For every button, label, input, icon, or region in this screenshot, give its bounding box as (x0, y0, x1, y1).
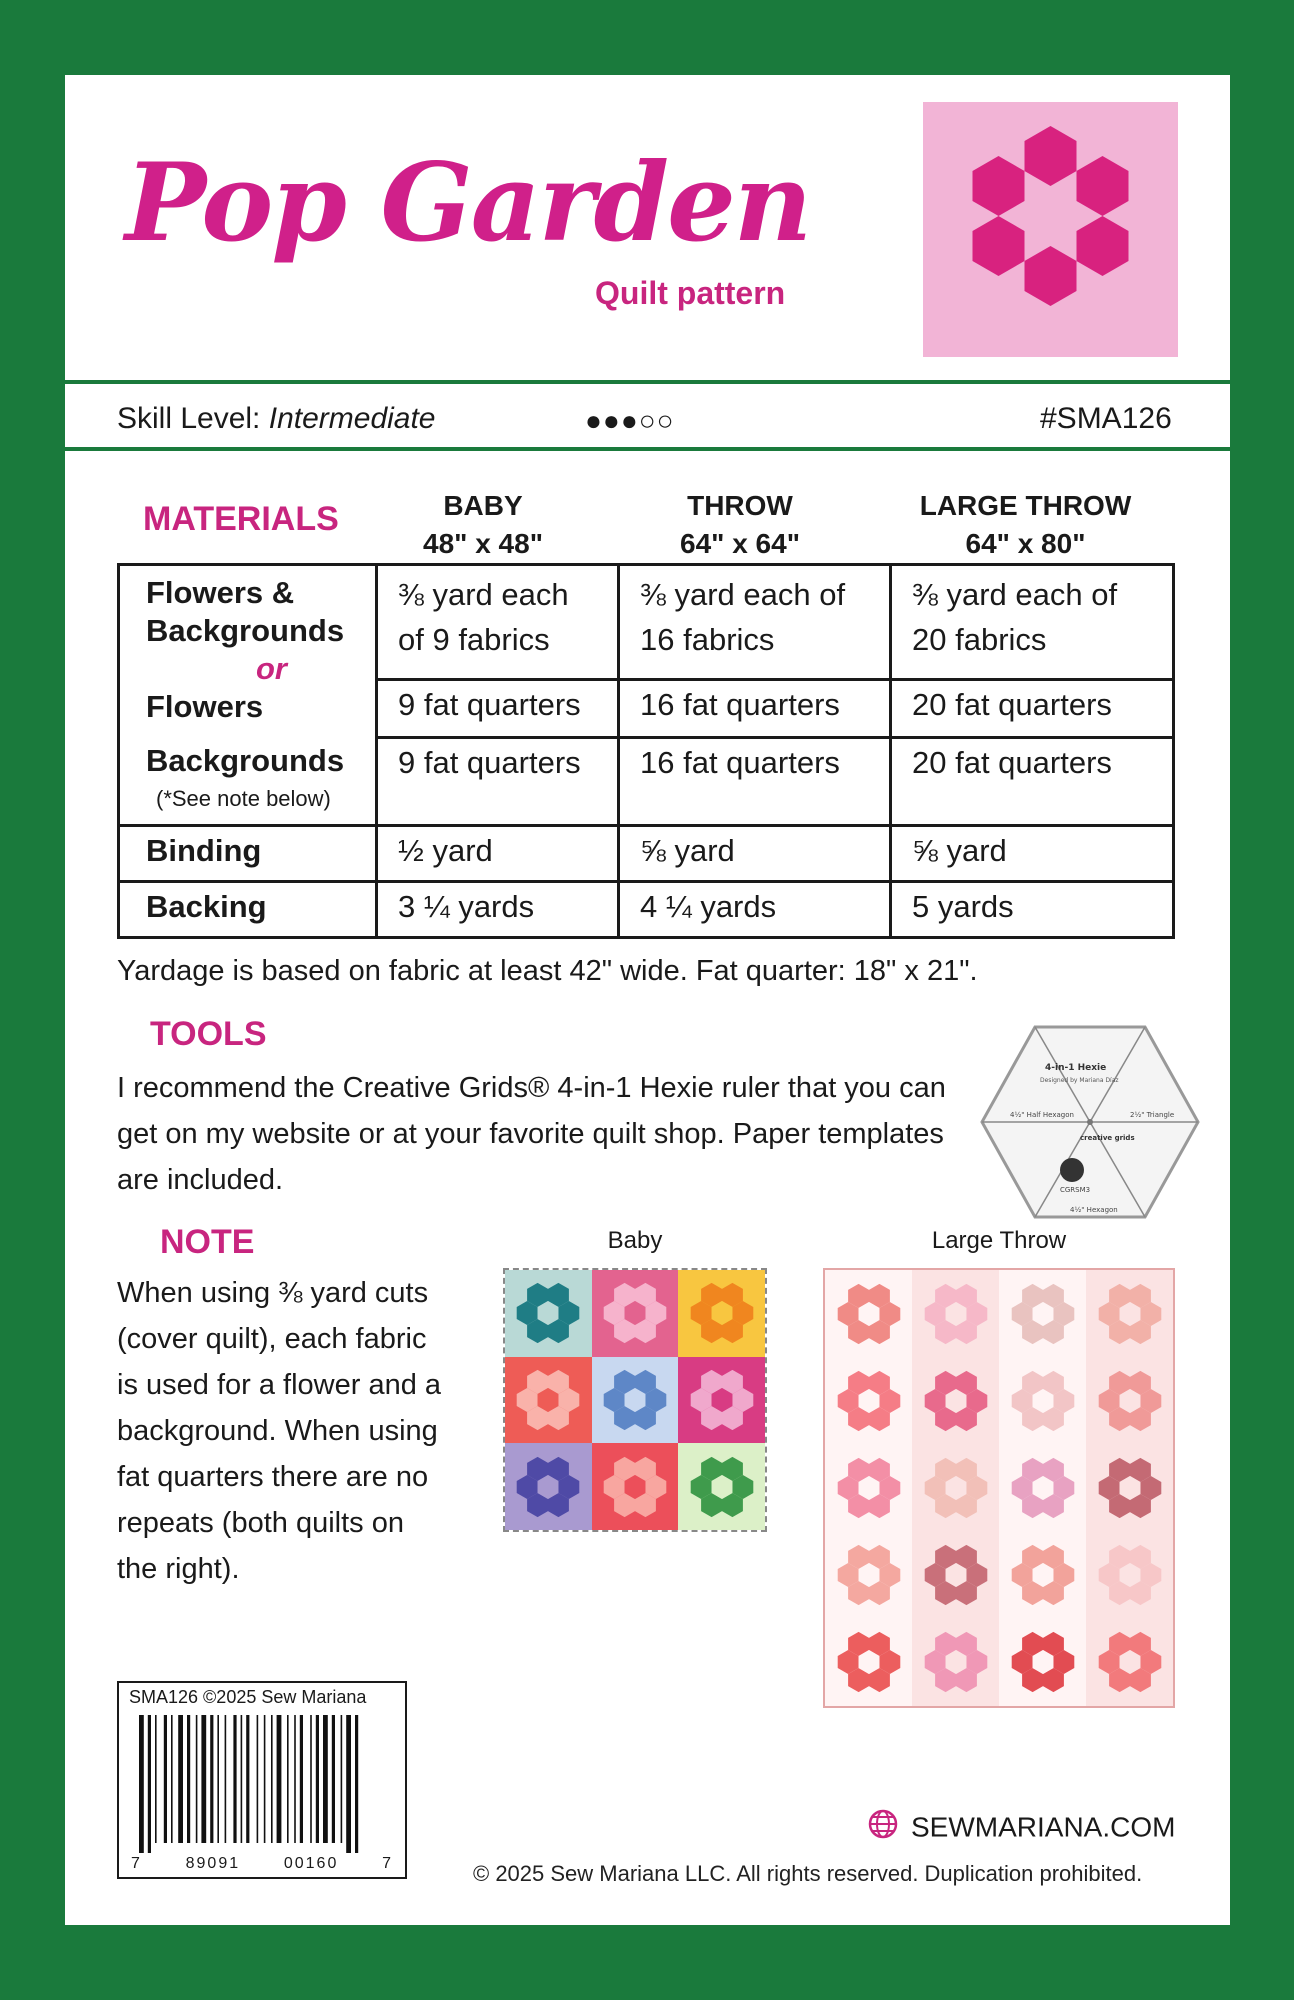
quilt-block (505, 1443, 592, 1530)
table-cell: 16 fat quarters (619, 680, 891, 738)
hexie-flower-icon (505, 1270, 591, 1356)
label-backgrounds: Backgrounds (146, 743, 345, 778)
hexie-flower-icon (923, 102, 1178, 357)
quilt-block (825, 1619, 912, 1706)
barcode-digit-group: 7 (131, 1855, 142, 1872)
note-text: When using ⅜ yard cuts (cover quilt), each fabric is used for a flower and a background. When using fat quarters there are no repeats (both quilts on the right). (117, 1277, 442, 1585)
barcode-digit-group: 7 (382, 1855, 393, 1872)
barcode (117, 1681, 407, 1879)
quilt-block (825, 1357, 912, 1444)
label-flowers-backgrounds: Flowers & Backgrounds (146, 575, 345, 648)
materials-heading: MATERIALS (143, 500, 339, 538)
table-cell: 20 fat quarters (891, 738, 1174, 826)
skill-level-dots: ●●●○○ (585, 405, 675, 436)
hexie-flower-icon (826, 1271, 912, 1357)
table-cell: ½ yard (377, 826, 619, 882)
quilt-block (1086, 1444, 1173, 1531)
quilt-block (999, 1619, 1086, 1706)
table-row (119, 826, 1174, 882)
quilt-block (1086, 1532, 1173, 1619)
table-cell: 20 fat quarters (891, 680, 1174, 738)
quilt-block (825, 1444, 912, 1531)
hexie-flower-icon (826, 1358, 912, 1444)
materials-table (117, 563, 1175, 939)
quilt-block (999, 1532, 1086, 1619)
baby-quilt-image (503, 1268, 767, 1532)
hexie-ruler-icon (980, 1022, 1200, 1222)
skill-level-value: Intermediate (268, 402, 436, 435)
large-throw-quilt-image (823, 1268, 1175, 1708)
divider (65, 447, 1230, 451)
hexie-flower-icon (1000, 1358, 1086, 1444)
tools-heading: TOOLS (150, 1015, 267, 1053)
table-cell: 16 fat quarters (619, 738, 891, 826)
quilt-block (999, 1444, 1086, 1531)
column-header-baby (362, 487, 604, 563)
copyright-text: © 2025 Sew Mariana LLC. All rights reserved. Duplication prohibited. (473, 1861, 1143, 1886)
barcode-digits (119, 1855, 405, 1873)
yardage-note: Yardage is based on fabric at least 42" wide. Fat quarter: 18" x 21". (117, 955, 978, 987)
quilt-block (1086, 1270, 1173, 1357)
quilt-block (825, 1270, 912, 1357)
column-name: LARGE THROW (919, 490, 1132, 521)
table-row (119, 882, 1174, 938)
hexie-flower-icon (913, 1271, 999, 1357)
table-cell: ⅝ yard (891, 826, 1174, 882)
label-or: or (256, 651, 287, 686)
barcode-bars (119, 1715, 405, 1855)
table-cell: 4 ¼ yards (619, 882, 891, 938)
row-label: Binding (119, 826, 377, 882)
hexie-flower-icon (592, 1444, 678, 1530)
column-name: THROW (687, 490, 793, 521)
website-text: SEWMARIANA.COM (911, 1811, 1176, 1843)
quilt-block (592, 1443, 679, 1530)
column-size: 64" x 64" (680, 528, 800, 559)
hexie-flower-icon (505, 1444, 591, 1530)
quilt-block (592, 1270, 679, 1357)
ruler-label: Designed by Mariana Díaz (1040, 1077, 1119, 1084)
hexie-flower-icon (913, 1619, 999, 1705)
globe-icon (867, 1808, 899, 1847)
table-cell: 5 yards (891, 882, 1174, 938)
row-label: Backing (119, 882, 377, 938)
hexie-flower-icon (1087, 1619, 1173, 1705)
quilt-block (678, 1443, 765, 1530)
divider (65, 380, 1230, 384)
quilt-block (912, 1357, 999, 1444)
hexie-flower-icon (505, 1357, 591, 1443)
tools-text: I recommend the Creative Grids® 4-in-1 Hexie ruler that you can get on my website or at your favorite quilt shop. Paper templates are included. (117, 1072, 946, 1196)
hexie-flower-icon (1087, 1532, 1173, 1618)
hexie-flower-icon (679, 1357, 765, 1443)
ruler-label: 2½" Triangle (1130, 1111, 1175, 1119)
quilt-block (912, 1270, 999, 1357)
note-heading: NOTE (160, 1223, 255, 1261)
quilt-block (1086, 1619, 1173, 1706)
quilt-block (505, 1357, 592, 1444)
hexie-flower-icon (1000, 1532, 1086, 1618)
column-size: 64" x 80" (965, 528, 1086, 559)
hexie-flower-logo (923, 102, 1178, 357)
website-link[interactable] (867, 1808, 1175, 1847)
column-name: BABY (443, 490, 523, 521)
quilt-block (912, 1444, 999, 1531)
quilt-block (678, 1270, 765, 1357)
hexie-flower-icon (826, 1445, 912, 1531)
hexie-flower-icon (913, 1532, 999, 1618)
quilt-block (1086, 1357, 1173, 1444)
quilt-block (999, 1270, 1086, 1357)
barcode-caption: SMA126 ©2025 Sew Mariana (129, 1687, 367, 1707)
skill-level (117, 402, 436, 436)
hexie-flower-icon (592, 1357, 678, 1443)
ruler-label: 4-in-1 Hexie (1045, 1063, 1107, 1073)
hexie-ruler-image (980, 1022, 1200, 1222)
label-flowers: Flowers (146, 689, 264, 724)
pattern-back-cover (65, 75, 1230, 1925)
barcode-digit-group: 00160 (283, 1855, 339, 1872)
hexie-flower-icon (1000, 1619, 1086, 1705)
hexie-flower-icon (679, 1270, 765, 1356)
table-cell: ⅝ yard (619, 826, 891, 882)
quilt-block (912, 1532, 999, 1619)
hexie-flower-icon (592, 1270, 678, 1356)
hexie-flower-icon (1000, 1445, 1086, 1531)
pattern-title: Pop Garden (125, 140, 811, 266)
pattern-sku: #SMA126 (1040, 402, 1172, 435)
baby-quilt-label: Baby (607, 1227, 663, 1254)
ruler-label: 4½" Hexagon (1070, 1206, 1118, 1214)
quilt-block (678, 1357, 765, 1444)
quilt-block (592, 1357, 679, 1444)
hexie-flower-icon (679, 1444, 765, 1530)
hexie-flower-icon (1087, 1445, 1173, 1531)
table-cell: ⅜ yard each of 16 fabrics (619, 565, 891, 680)
barcode-digit-group: 89091 (185, 1855, 241, 1872)
large-throw-quilt-label: Large Throw (931, 1227, 1067, 1254)
quilt-block (912, 1619, 999, 1706)
ruler-label: CGRSM3 (1060, 1186, 1091, 1194)
table-cell: 3 ¼ yards (377, 882, 619, 938)
column-header-throw (604, 487, 876, 563)
ruler-label: 4½" Half Hexagon (1010, 1111, 1074, 1119)
quilt-block (825, 1532, 912, 1619)
label-backgrounds-note: (*See note below) (156, 786, 331, 811)
hexie-flower-icon (826, 1532, 912, 1618)
hexie-flower-icon (1087, 1358, 1173, 1444)
row-label (119, 565, 377, 826)
hexie-flower-icon (1000, 1271, 1086, 1357)
skill-level-label: Skill Level: (117, 402, 269, 435)
hexie-flower-icon (826, 1619, 912, 1705)
table-cell: 9 fat quarters (377, 738, 619, 826)
quilt-block (999, 1357, 1086, 1444)
table-row (119, 565, 1174, 680)
column-size: 48" x 48" (423, 528, 543, 559)
pattern-subtitle: Quilt pattern (595, 275, 786, 311)
hexie-flower-icon (913, 1445, 999, 1531)
column-header-large-throw (876, 487, 1175, 563)
table-cell: ⅜ yard each of 20 fabrics (891, 565, 1174, 680)
table-cell: ⅜ yard each of 9 fabrics (377, 565, 619, 680)
hexie-flower-icon (913, 1358, 999, 1444)
hexie-flower-icon (1087, 1271, 1173, 1357)
table-cell: 9 fat quarters (377, 680, 619, 738)
ruler-label: creative grids (1080, 1134, 1135, 1142)
quilt-block (505, 1270, 592, 1357)
